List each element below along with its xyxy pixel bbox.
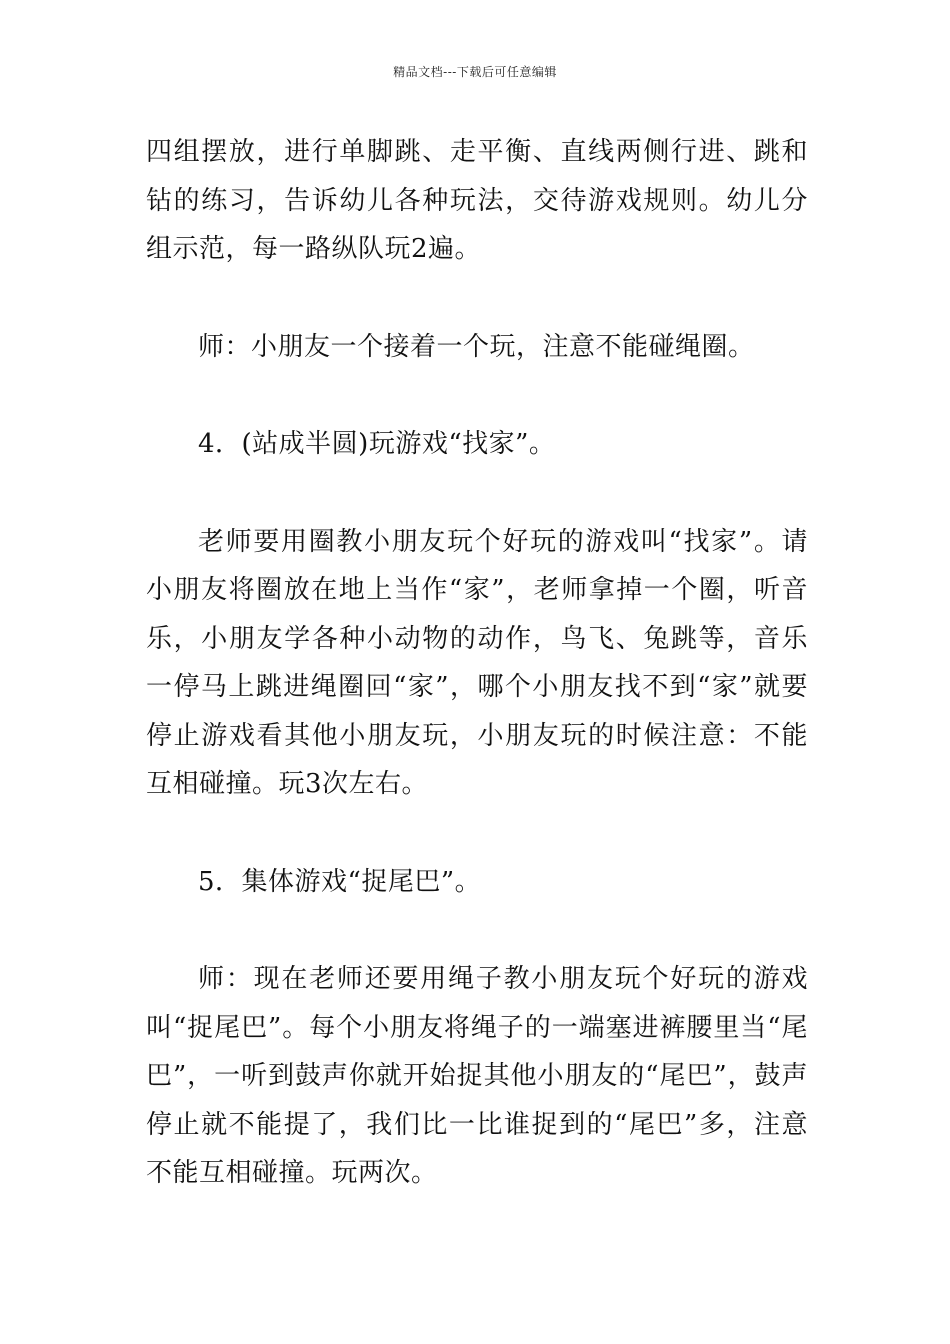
document-body <box>146 128 808 1247</box>
paragraph-find-home-game: 老师要用圈教小朋友玩个好玩的游戏叫“找家”。请小朋友将圈放在地上当作“家”，老师拿掉一个圈，听音乐，小朋友学各种小动物的动作，鸟飞、兔跳等，音乐一停马上跳进绳圈回“家”，哪个小朋友找不到“家”就要停止游戏看其他小朋友玩，小朋友玩的时候注意：不能互相碰撞。玩3次左右。 <box>146 526 808 799</box>
paragraph-step-4-heading: 4．(站成半圆)玩游戏“找家”。 <box>198 429 556 459</box>
paragraph-continuation: 四组摆放，进行单脚跳、走平衡、直线两侧行进、跳和钻的练习，告诉幼儿各种玩法，交待游戏规则。幼儿分组示范，每一路纵队玩2遍。 <box>146 137 808 264</box>
paragraph-catch-tail-game: 师：现在老师还要用绳子教小朋友玩个好玩的游戏叫“捉尾巴”。每个小朋友将绳子的一端塞进裤腰里当“尾巴”，一听到鼓声你就开始捉其他小朋友的“尾巴”，鼓声停止就不能提了，我们比一比谁捉到的“尾巴”多，注意不能互相碰撞。玩两次。 <box>146 964 808 1188</box>
page-header: 精品文档---下载后可任意编辑 <box>393 65 557 79</box>
paragraph-step-5-heading: 5．集体游戏“捉尾巴”。 <box>198 866 482 897</box>
paragraph-teacher-instruction: 师：小朋友一个接着一个玩，注意不能碰绳圈。 <box>198 331 755 362</box>
